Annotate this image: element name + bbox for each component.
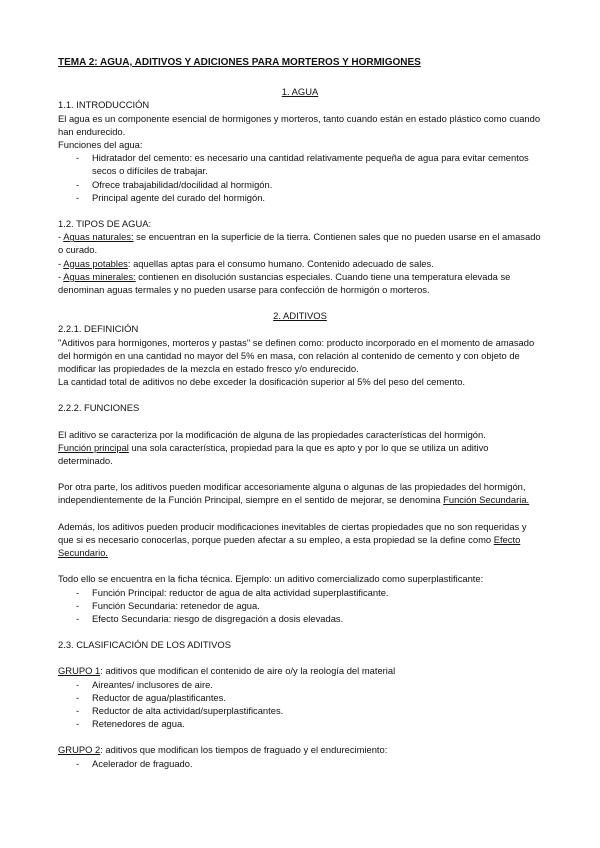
- tipo-item: - Aguas naturales: se encuentran en la superficie de la tierra. Contienen sales que no pueden usarse en el amasado o curado.: [58, 231, 541, 256]
- ejemplo-list: [58, 586, 542, 626]
- list-item: - Función Secundaria: retenedor de agua.: [58, 599, 542, 612]
- list-item: - Aireantes/ inclusores de aire.: [58, 678, 542, 691]
- paragraph-funciones-4: Todo ello se encuentra en la ficha técnica. Ejemplo: un aditivo comercializado como superplastificante:: [58, 573, 484, 585]
- paragraph-funciones-1: El aditivo se caracteriza por la modificación de alguna de las propiedades características del hormigón. Función principal una sola característica, propiedad para la que es apto y por lo que se utiliza un aditivo determinado.: [58, 428, 489, 467]
- list-item: - Acelerador de fraguado.: [58, 757, 542, 770]
- term: Función principal: [58, 441, 129, 453]
- list-item: - Hidratador del cemento: es necesario una cantidad relativamente pequeña de agua para evitar cementos secos o difíciles de trabajar.: [58, 151, 542, 177]
- funciones-list: [58, 151, 542, 204]
- document-page: [58, 56, 542, 770]
- paragraph-funciones-3: Además, los aditivos pueden producir modificaciones inevitables de ciertas propiedades que no son requeridas y que si es necesario conocerlas, porque pueden afectar a su empleo, a esta propiedad se la define como Efecto Secundario.: [58, 520, 527, 559]
- section-heading-agua: 1. AGUA: [281, 86, 319, 98]
- term: Aguas naturales:: [63, 231, 134, 243]
- term: GRUPO 1: [58, 665, 101, 677]
- funciones-label: Funciones del agua:: [58, 139, 143, 151]
- subheading-funciones: 2.2.2. FUNCIONES: [58, 402, 140, 414]
- subheading-introduccion: 1.1. INTRODUCCIÓN: [58, 99, 150, 111]
- term: Efecto Secundario.: [58, 533, 521, 559]
- grupo-2-label: GRUPO 2: aditivos que modifican los tiempos de fraguado y el endurecimiento:: [58, 744, 388, 756]
- grupo-2-list: [58, 757, 542, 770]
- list-item: - Función Principal: reductor de agua de alta actividad superplastificante.: [58, 586, 542, 599]
- term: Función Secundaria.: [443, 494, 530, 506]
- list-item: - Principal agente del curado del hormigón.: [58, 191, 542, 204]
- paragraph-definicion: "Aditivos para hormigones, morteros y pastas" se definen como: producto incorporado en el momento de amasado del hormigón en una cantidad no mayor del 5% en masa, con relación al contenido de cemento y con objeto de modificar las propiedades de la mezcla en estado fresco y/o endurecido.: [58, 336, 535, 375]
- tipo-item: - Aguas potables: aquellas aptas para el consumo humano. Contenido adecuado de sales.: [58, 257, 434, 269]
- list-item: - Ofrece trabajabilidad/docilidad al hormigón.: [58, 178, 542, 191]
- subheading-definicion: 2.2.1. DEFINICIÓN: [58, 323, 139, 335]
- paragraph-definicion-2: La cantidad total de aditivos no debe exceder la dosificación superior al 5% del peso del cemento.: [58, 376, 466, 388]
- document-title: TEMA 2: AGUA, ADITIVOS Y ADICIONES PARA MORTEROS Y HORMIGONES: [58, 57, 421, 68]
- term: Aguas potables: [63, 257, 128, 269]
- grupo-1-label: GRUPO 1: aditivos que modifican el contenido de aire o/y la reología del material: [58, 665, 396, 677]
- subheading-clasificacion: 2.3. CLASIFICACIÓN DE LOS ADITIVOS: [58, 639, 231, 651]
- list-item: - Reductor de agua/plastificantes.: [58, 691, 542, 704]
- list-item: - Retenedores de agua.: [58, 717, 542, 730]
- list-item: - Reductor de alta actividad/superplastificantes.: [58, 704, 542, 717]
- subheading-tipos: 1.2. TIPOS DE AGUA:: [58, 218, 152, 230]
- tipo-item: - Aguas minerales: contienen en disolución sustancias especiales. Cuando tiene una temperatura elevada se denominan aguas termales y no pueden usarse para confección de hormigón o morteros.: [58, 270, 511, 296]
- list-item: - Efecto Secundaria: riesgo de disgregación a dosis elevadas.: [58, 612, 542, 625]
- paragraph-funciones-2: Por otra parte, los aditivos pueden modificar accesoriamente alguna o algunas de las propiedades del hormigón, independientemente de la Función Principal, siempre en el sentido de mejorar, se denomina Función Secundaria.: [58, 481, 530, 506]
- section-heading-aditivos: 2. ADITIVOS: [273, 310, 327, 322]
- term: Aguas minerales:: [63, 270, 136, 282]
- grupo-1-list: [58, 678, 542, 731]
- paragraph-intro: El agua es un componente esencial de hormigones y morteros, tanto cuando están en estado plástico como cuando han endurecido.: [58, 112, 541, 137]
- term: GRUPO 2: [58, 744, 101, 756]
